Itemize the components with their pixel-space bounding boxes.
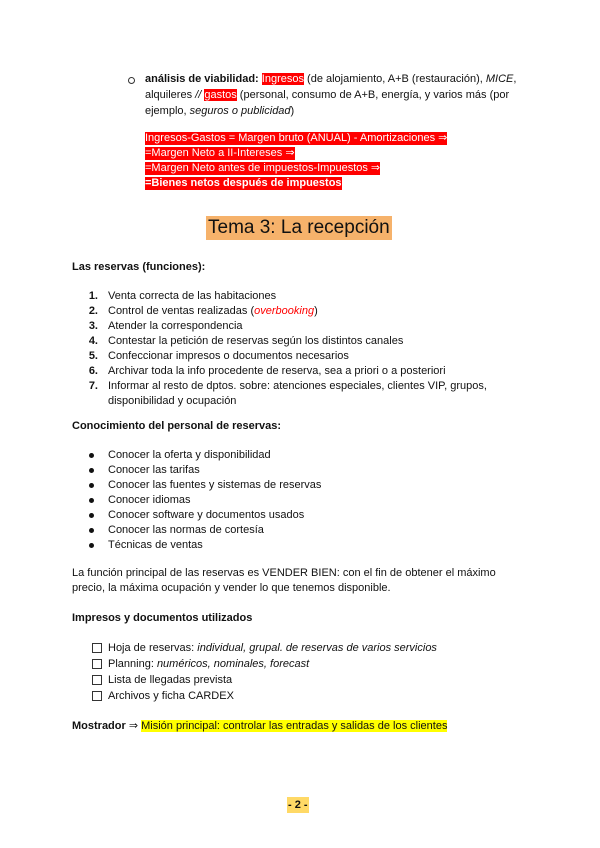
conocimiento-heading: Conocimiento del personal de reservas:: [72, 420, 282, 432]
funcion-line-1: La función principal de las reservas es VENDER BIEN: con el fin de obtener el máximo: [72, 567, 496, 579]
formula-line: =Margen Neto a II-Intereses ⇒: [145, 147, 295, 159]
arrow-icon: ⇒: [125, 720, 142, 732]
bullet-icon: [89, 498, 94, 503]
conocimiento-list: Conocer la oferta y disponibilidad Conocer las tarifas Conocer las fuentes y sistemas de reservas Conocer idiomas Conocer software y documentos usados Conocer las normas de cortesía Técnicas de ventas: [72, 447, 532, 557]
circle-bullet-icon: [128, 77, 135, 84]
gastos-highlight: gastos: [204, 89, 237, 101]
viability-line-1: análisis de viabilidad: Ingresos (de alojamiento, A+B (restauración), MICE,: [145, 73, 517, 85]
ingresos-highlight: Ingresos: [261, 73, 304, 85]
mostrador-highlight: Misión principal: controlar las entradas y salidas de los clientes: [141, 720, 448, 732]
bullet-icon: [89, 453, 94, 458]
formula-line: Ingresos-Gastos = Margen bruto (ANUAL) - Amortizaciones ⇒: [145, 132, 448, 144]
checkbox-icon[interactable]: [92, 675, 102, 685]
mice-term: MICE: [485, 73, 514, 85]
reservas-list: 1. Venta correcta de las habitaciones 2. Control de ventas realizadas (overbooking) 3. Atender la correspondencia 4. Contestar la petición de reservas según los distintos canales 5. Confeccionar impresos o documentos necesarios 6. Archivar toda la info procedente de reserva, sea a priori o a posteriori 7. Informar al resto de dptos. sobre: atenciones especiales, clientes VIP, grupos, disponibilidad y ocupación: [88, 290, 487, 407]
mostrador-line: [72, 718, 447, 734]
viability-label: análisis de viabilidad:: [145, 73, 259, 85]
bullet-icon: [89, 543, 94, 548]
checkbox-icon[interactable]: [92, 659, 102, 669]
checkbox-icon[interactable]: [92, 691, 102, 701]
formula-line: =Margen Neto antes de impuestos-Impuestos ⇒: [145, 162, 381, 174]
impresos-list: Hoja de reservas: individual, grupal. de reservas de varios servicios Planning: numéricos, nominales, forecast Lista de llegadas prevista Archivos y ficha CARDEX: [72, 640, 532, 710]
funcion-line-2: precio, la máxima ocupación y vender lo que tenemos disponible.: [72, 582, 391, 594]
bullet-icon: [89, 468, 94, 473]
bullet-icon: [89, 483, 94, 488]
viability-line-2: alquileres // gastos (personal, consumo de A+B, energía, y varios más (por: [145, 89, 510, 101]
viability-line-3: ejemplo, seguros o publicidad): [145, 105, 295, 117]
mostrador-label: Mostrador: [72, 720, 126, 732]
page-number: - 2 -: [288, 799, 308, 811]
checkbox-icon[interactable]: [92, 643, 102, 653]
reservas-heading: Las reservas (funciones):: [72, 261, 206, 273]
bullet-icon: [89, 513, 94, 518]
impresos-heading: Impresos y documentos utilizados: [72, 612, 253, 624]
overbooking-term: overbooking: [254, 305, 315, 317]
bullet-icon: [89, 528, 94, 533]
section-title: Tema 3: La recepción: [208, 217, 390, 238]
formula-line: =Bienes netos después de impuestos: [145, 177, 342, 189]
